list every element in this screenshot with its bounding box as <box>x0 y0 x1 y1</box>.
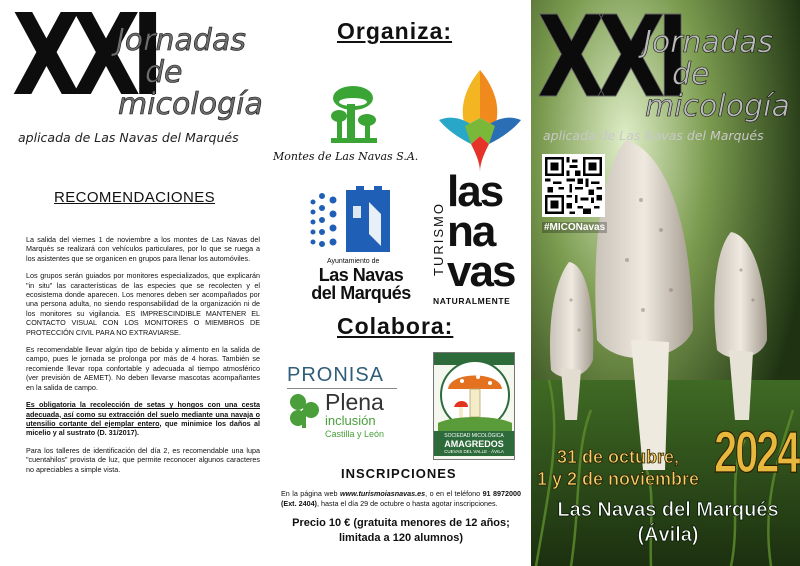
ayuntamiento-logo <box>291 182 431 302</box>
cover-title-word-de: de <box>672 57 710 92</box>
title-block <box>10 0 268 154</box>
rec-paragraph-5: Para los talleres de identificación del día 2, es recomendable una lupa "cuentahilos" provista de luz, que permite reconocer algunos caracteres no apreciables a simple vista. <box>26 445 260 474</box>
plena-label: Plena <box>325 389 384 415</box>
montes-label: Montes de Las Navas S.A. <box>273 150 419 163</box>
rec-paragraph-2: Los grupos serán guiados por monitores especializados, que explicarán "in situ" las características de las especies que se recolecten y el ecosistema donde aparecen. Los menores deben ser acompañados por una persona adulta, no siendo responsabilidad de la organización ni de los monitores su vigilancia. ES IMPRESCINDIBLE MANTENER EL CONTACTO VISUAL CON LOS MONITORES O MIEMBROS DE PROTECCIÓN CIVIL PARA NO EXTRAVIARSE. <box>26 271 260 337</box>
cover-title-word-micologia: micología <box>645 89 790 124</box>
sponsors-panel <box>269 0 531 566</box>
amagredos-line-2: AMAGREDOS <box>444 439 504 449</box>
ins-web-link[interactable]: www.turismoiasnavas.es <box>339 489 426 498</box>
amagredos-label <box>434 431 514 456</box>
turismo-vertical-label <box>429 178 449 278</box>
recommendations-text <box>26 235 260 482</box>
inscripciones-heading: INSCRIPCIONES <box>341 466 457 481</box>
amanita-icon <box>434 353 515 431</box>
ins-text-c: , hasta el día 29 de octubre o hasta agotar inscripciones. <box>316 498 498 508</box>
recommendations-heading: RECOMENDACIONES <box>54 189 216 206</box>
ayuntamiento-small-label: Ayuntamiento de <box>327 258 380 265</box>
mushroom-icon <box>273 82 433 152</box>
turismo-symbol-icon <box>435 68 525 173</box>
inclusion-label: inclusión <box>325 413 376 428</box>
rec-p4-c: , que minimice los daños al micelio y al sustrato (D. 31/2017). <box>26 418 260 438</box>
turismo-word: TURISMO <box>431 202 446 276</box>
location-line-1: Las Navas del Marqués <box>557 499 779 521</box>
rec-p4-b: extracción del suelo mediante una navaja o utensilio cortante del ejemplar entero <box>26 409 260 428</box>
cover-title-subtitle: aplicada de Las Navas del Marqués <box>543 128 764 143</box>
back-panel <box>0 0 269 566</box>
amagredos-line-1: SOCIEDAD MICOLÓGICA <box>444 433 504 439</box>
cover-title-block <box>537 0 799 156</box>
date-line-1: 31 de octubre, <box>557 447 680 467</box>
title-word-jornadas: Jornadas <box>116 23 246 58</box>
pronisa-label: PRONISA <box>287 364 385 386</box>
amagredos-logo <box>433 352 515 460</box>
cover-panel <box>531 0 800 566</box>
tower-icon <box>291 182 431 258</box>
ayuntamiento-name-1: Las Navas <box>318 265 404 285</box>
rec-p4-a: Es obligatoria la recolección de setas y hongos con una cesta adecuada, así como su <box>26 400 260 419</box>
lasnavas-line-1: las <box>447 167 503 216</box>
hashtag-label: #MICONavas <box>544 222 606 233</box>
qr-code-icon <box>545 157 602 214</box>
naturalmente-label: NATURALMENTE <box>433 296 511 306</box>
qr-code[interactable] <box>542 154 605 217</box>
lasnavas-line-2: na <box>447 207 495 256</box>
year-label: 2024 <box>714 420 799 485</box>
ins-text-b: , o en el teléfono <box>425 489 483 498</box>
ins-phone: 91 8972000 (Ext. 2404) <box>281 489 521 508</box>
lasnavas-line-3: vas <box>447 247 515 296</box>
title-roman: XXI <box>12 0 155 121</box>
location-line-2: (Ávila) <box>637 524 699 546</box>
castilla-label: Castilla y León <box>325 429 385 439</box>
turismo-logo <box>429 68 529 313</box>
montes-logo <box>273 82 433 172</box>
rec-paragraph-3: Es recomendable llevar algún tipo de bebida y alimento en la salida de campo, pues le jornada se prolonga por más de 4 horas. También se recomiende llevar ropa confortable y adecuada al tiempo atmosférico (ver previsión de AEMET). No deben llevarse mascotas acompañantes en la salida de campo. <box>26 345 260 392</box>
inscripciones-text <box>281 489 521 508</box>
rec-paragraph-1: La salida del viernes 1 de noviembre a los montes de Las Navas del Marqués se realizará con vehículos particulares, por lo que se ruega a los asistentes que se organicen en grupos para llenar los automóviles. <box>26 235 260 263</box>
title-word-micologia: micología <box>118 87 263 122</box>
title-word-de: de <box>145 55 183 90</box>
date-line-2: 1 y 2 de noviembre <box>537 469 700 489</box>
plena-icon <box>287 392 321 430</box>
rec-paragraph-4 <box>26 400 260 438</box>
organiza-heading: Organiza: <box>337 18 453 44</box>
inscripciones-price: Precio 10 € (gratuita menores de 12 años; limitada a 120 alumnos) <box>292 517 510 544</box>
title-subtitle: aplicada de Las Navas del Marqués <box>18 130 239 145</box>
cover-title-word-jornadas: Jornadas <box>643 25 773 60</box>
ayuntamiento-name <box>301 266 421 302</box>
ayuntamiento-name-2: del Marqués <box>311 283 411 303</box>
cover-title-roman: XXI <box>537 0 680 123</box>
ins-text-a: En la página web <box>281 489 340 498</box>
amagredos-line-3: CUEVAS DEL VALLE · ÁVILA <box>444 449 504 454</box>
pronisa-logo <box>287 358 397 458</box>
colabora-heading: Colabora: <box>337 313 454 339</box>
